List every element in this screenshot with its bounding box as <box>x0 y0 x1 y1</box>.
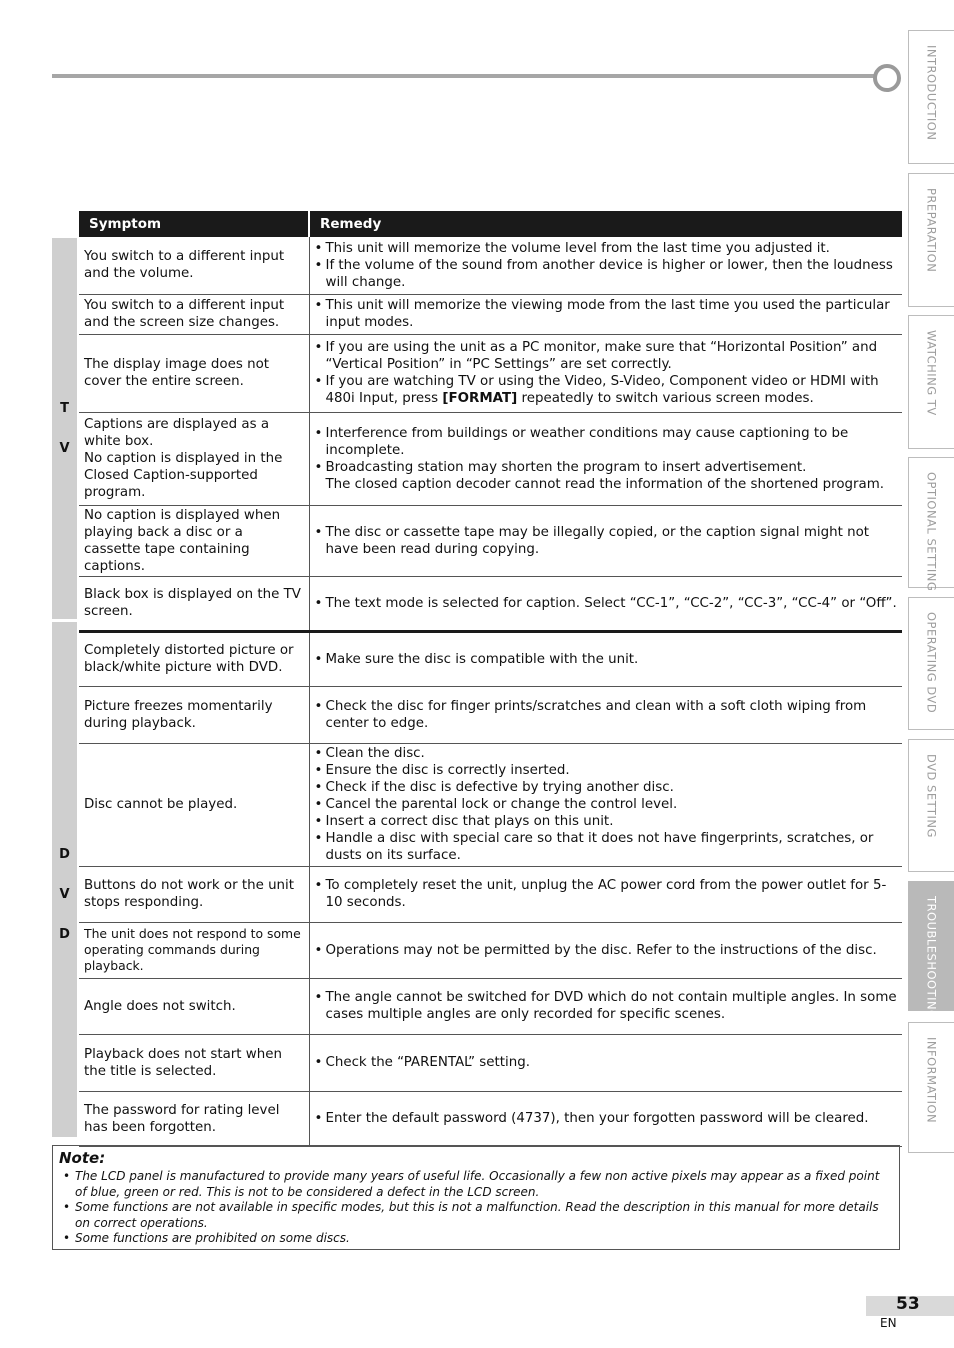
remedy-item: • Insert a correct disc that plays on this unit. <box>315 813 898 830</box>
section-tabs <box>908 30 954 1160</box>
remedy-item: • Broadcasting station may shorten the program to insert advertisement. The closed caption decoder cannot read the information of the shortened program. <box>315 459 898 493</box>
symptom-cell: Buttons do not work or the unit stops responding. <box>79 866 309 922</box>
remedy-cell <box>309 631 902 686</box>
remedy-item: • Handle a disc with special care so that it does not have fingerprints, scratches, or dusts on its surface. <box>315 830 898 864</box>
remedy-item: • To completely reset the unit, unplug the AC power cord from the power outlet for 5-10 seconds. <box>315 877 898 911</box>
note-list <box>59 1169 893 1247</box>
table-row <box>79 978 902 1034</box>
remedy-item: • Make sure the disc is compatible with the unit. <box>315 651 898 668</box>
symptom-cell: Captions are displayed as a white box. No caption is displayed in the Closed Caption-supported program. <box>79 412 309 505</box>
table-row <box>79 686 902 743</box>
category-label-dvd: D V D <box>52 622 77 1137</box>
remedy-cell <box>309 922 902 978</box>
symptom-cell: The password for rating level has been forgotten. <box>79 1091 309 1146</box>
remedy-text: If you are watching TV or using the Video, S-Video, Component video or HDMI with 480i Input, press <box>325 374 879 406</box>
table-row <box>79 1034 902 1091</box>
table-row <box>79 631 902 686</box>
header-rule-end-circle <box>873 64 901 92</box>
table-row <box>79 412 902 505</box>
note-title: Note: <box>59 1149 106 1167</box>
symptom-cell: Black box is displayed on the TV screen. <box>79 576 309 631</box>
remedy-cell <box>309 237 902 294</box>
symptom-cell: You switch to a different input and the volume. <box>79 237 309 294</box>
table-row <box>79 922 902 978</box>
header-remedy: Remedy <box>309 211 902 237</box>
table-row <box>79 1091 902 1146</box>
symptom-cell: Completely distorted picture or black/white picture with DVD. <box>79 631 309 686</box>
symptom-cell: No caption is displayed when playing back a disc or a cassette tape containing captions. <box>79 505 309 576</box>
table-row <box>79 294 902 334</box>
remedy-cell <box>309 1091 902 1146</box>
tab-troubleshooting[interactable]: TROUBLESHOOTING <box>908 881 954 1011</box>
table-header-row <box>79 211 902 237</box>
remedy-item: • If the volume of the sound from another device is higher or lower, then the loudness will change. <box>315 257 898 291</box>
tab-operating-dvd[interactable]: OPERATING DVD <box>908 597 954 730</box>
table-row <box>79 237 902 294</box>
tab-optional-setting[interactable]: OPTIONAL SETTING <box>908 457 954 588</box>
remedy-cell <box>309 505 902 576</box>
table-row <box>79 576 902 631</box>
tab-preparation[interactable]: PREPARATION <box>908 173 954 307</box>
tab-watching-tv[interactable]: WATCHING TV <box>908 315 954 449</box>
symptom-cell: Angle does not switch. <box>79 978 309 1034</box>
remedy-item: • Clean the disc. <box>315 745 898 762</box>
symptom-cell: Disc cannot be played. <box>79 743 309 866</box>
format-key: [FORMAT] <box>442 391 518 406</box>
remedy-item: • Enter the default password (4737), then your forgotten password will be cleared. <box>315 1110 898 1127</box>
language-code: EN <box>880 1316 897 1330</box>
remedy-cell <box>309 294 902 334</box>
note-item: • Some functions are prohibited on some discs. <box>59 1231 893 1247</box>
symptom-cell: Picture freezes momentarily during playback. <box>79 686 309 743</box>
remedy-item: • This unit will memorize the viewing mode from the last time you used the particular input modes. <box>315 297 898 331</box>
remedy-cell <box>309 978 902 1034</box>
remedy-item: • Check the disc for finger prints/scratches and clean with a soft cloth wiping from center to edge. <box>315 698 898 732</box>
page-number-box <box>866 1296 954 1316</box>
tab-introduction[interactable]: INTRODUCTION <box>908 30 954 164</box>
note-box <box>52 1145 900 1250</box>
header-rule <box>52 74 878 78</box>
table-row <box>79 505 902 576</box>
header-symptom: Symptom <box>79 211 309 237</box>
symptom-cell: The unit does not respond to some operating commands during playback. <box>79 922 309 978</box>
remedy-text: repeatedly to switch various screen modes. <box>517 391 814 406</box>
tab-dvd-setting[interactable]: DVD SETTING <box>908 739 954 872</box>
remedy-item: • Interference from buildings or weather conditions may cause captioning to be incomplete. <box>315 425 898 459</box>
table-row <box>79 866 902 922</box>
remedy-cell <box>309 334 902 412</box>
remedy-cell <box>309 1034 902 1091</box>
remedy-item: • The text mode is selected for caption. Select “CC-1”, “CC-2”, “CC-3”, “CC-4” or “Off”. <box>315 595 898 612</box>
remedy-cell <box>309 866 902 922</box>
page-number: 53 <box>896 1294 920 1314</box>
remedy-item: • If you are using the unit as a PC monitor, make sure that “Horizontal Position” and “Vertical Position” in “PC Settings” are set correctly. <box>315 339 898 373</box>
note-item: • Some functions are not available in specific modes, but this is not a malfunction. Read the description in this manual for more details on correct operations. <box>59 1200 893 1231</box>
remedy-cell <box>309 576 902 631</box>
remedy-item: • Ensure the disc is correctly inserted. <box>315 762 898 779</box>
remedy-cell <box>309 412 902 505</box>
symptom-cell: The display image does not cover the entire screen. <box>79 334 309 412</box>
remedy-item: • Cancel the parental lock or change the control level. <box>315 796 898 813</box>
note-item: • The LCD panel is manufactured to provide many years of useful life. Occasionally a few non active pixels may appear as a fixed point of blue, green or red. This is not to be considered a defect in the LCD screen. <box>59 1169 893 1200</box>
remedy-cell <box>309 743 902 866</box>
category-label-tv: T V <box>52 238 77 619</box>
remedy-cell <box>309 686 902 743</box>
symptom-cell: Playback does not start when the title is selected. <box>79 1034 309 1091</box>
remedy-item: • Check if the disc is defective by trying another disc. <box>315 779 898 796</box>
troubleshooting-table <box>79 211 902 1147</box>
remedy-item-format <box>315 373 898 407</box>
remedy-item: • The angle cannot be switched for DVD which do not contain multiple angles. In some cases multiple angles are only recorded for specific scenes. <box>315 989 898 1023</box>
remedy-item: • This unit will memorize the volume level from the last time you adjusted it. <box>315 240 898 257</box>
remedy-item: • Check the “PARENTAL” setting. <box>315 1054 898 1071</box>
table-row <box>79 334 902 412</box>
tab-information[interactable]: INFORMATION <box>908 1022 954 1153</box>
table-row <box>79 743 902 866</box>
remedy-item: • The disc or cassette tape may be illegally copied, or the caption signal might not have been read during copying. <box>315 524 898 558</box>
remedy-item: • Operations may not be permitted by the disc. Refer to the instructions of the disc. <box>315 942 898 959</box>
symptom-cell: You switch to a different input and the screen size changes. <box>79 294 309 334</box>
